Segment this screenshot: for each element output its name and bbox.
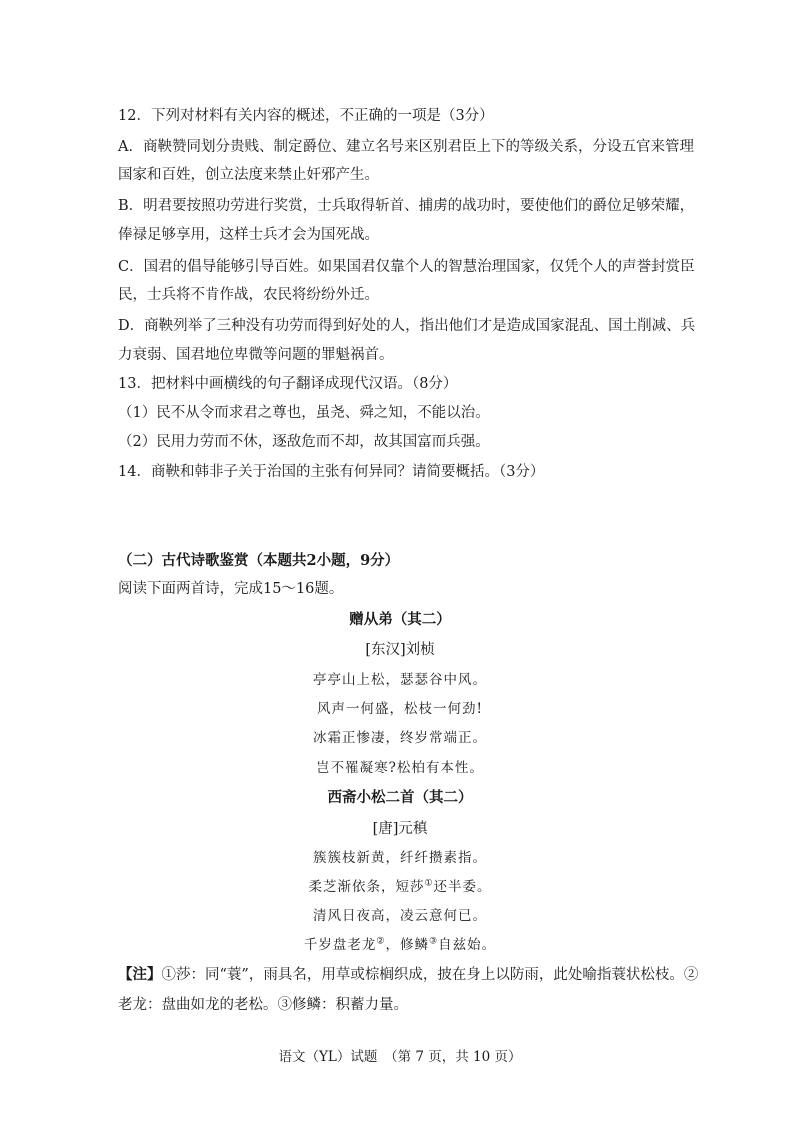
poem-2-line-2	[0, 877, 800, 897]
poem-1-line: 亭亭山上松，瑟瑟谷中风。	[313, 672, 487, 688]
poem-2-line-3: 清风日夜高，凌云意何已。	[313, 908, 487, 924]
section-instruction: 阅读下面两首诗，完成15～16题。	[118, 581, 344, 597]
poem-2-title: 西斋小松二首（其二）	[327, 789, 473, 806]
option-c-line-2: 民，士兵将不肯作战，农民将纷纷外迁。	[118, 287, 379, 303]
poem-1-line: 冰霜正惨凄，终岁常端正。	[313, 730, 487, 746]
question-13-item-1: （1）民不从令而求君之尊也，虽尧、舜之知，不能以治。	[118, 405, 490, 421]
poem-2-line-4-part-b: ，修鳞	[385, 937, 429, 953]
poem-2-line-4	[0, 935, 800, 955]
footnote-marker-3: ③	[429, 936, 439, 947]
poem-2-line-2-part-b: 还半委。	[433, 879, 492, 895]
question-13-stem: 13．把材料中画横线的句子翻译成现代汉语。（8分）	[118, 376, 458, 392]
footnote-marker-1: ①	[424, 878, 434, 889]
note-text-1: ①莎：同“蓑”，雨具名，用草或棕榈织成，披在身上以防雨，此处喻指蓑状松枝。②	[161, 967, 699, 983]
option-d-line-1: D．商鞅列举了三种没有功劳而得到好处的人，指出他们才是造成国家混乱、国土削减、兵	[118, 318, 696, 334]
poem-2-line-4-part-c: 自兹始。	[438, 937, 497, 953]
option-a-line-2: 国家和百姓，创立法度来禁止奸邪产生。	[118, 167, 379, 183]
question-13-item-2: （2）民用力劳而不休，逐敌危而不却，故其国富而兵强。	[118, 434, 490, 450]
poem-1-title: 赠从弟（其二）	[349, 611, 451, 628]
poem-2-line-2-part-a: 柔芝渐依条，短莎	[308, 879, 425, 895]
note-line-1	[118, 965, 700, 985]
poem-1-author: [东汉]刘桢	[365, 642, 435, 658]
poem-1-line: 风声一何盛，松枝一何劲!	[317, 701, 483, 717]
footnote-marker-2: ②	[376, 936, 386, 947]
poem-2-author: [唐]元稹	[372, 821, 428, 837]
poem-2-line-4-part-a: 千岁盘老龙	[303, 937, 377, 953]
option-a-line-1: A．商鞅赞同划分贵贱、制定爵位、建立名号来区别君臣上下的等级关系，分设五官来管理	[118, 139, 694, 155]
question-14-stem: 14．商鞅和韩非子关于治国的主张有何异同？请简要概括。（3分）	[118, 464, 545, 480]
page-footer: 语文（YL）试题 （第 7 页，共 10 页）	[278, 1049, 522, 1065]
poem-2-line-1: 簇簇枝新黄，纤纤攒素指。	[313, 850, 487, 866]
note-tag: 【注】	[118, 966, 162, 983]
note-line-2: 老龙：盘曲如龙的老松。③修鳞：积蓄力量。	[118, 997, 408, 1013]
poem-1-line: 岂不罹凝寒?松柏有本性。	[316, 760, 484, 776]
section-title: （二）古代诗歌鉴赏（本题共2小题，9分）	[118, 552, 400, 569]
option-c-line-1: C．国君的倡导能够引导百姓。如果国君仅靠个人的智慧治理国家，仅凭个人的声誉封赏臣	[118, 259, 695, 275]
option-d-line-2: 力衰弱、国君地位卑微等问题的罪魁祸首。	[118, 347, 394, 363]
question-12-stem: 12．下列对材料有关内容的概述，不正确的一项是（3分）	[118, 108, 494, 124]
option-b-line-2: 俸禄足够享用，这样士兵才会为国死战。	[118, 227, 379, 243]
option-b-line-1: B．明君要按照功劳进行奖赏，士兵取得斩首、捕虏的战功时，要使他们的爵位足够荣耀，	[118, 198, 695, 214]
